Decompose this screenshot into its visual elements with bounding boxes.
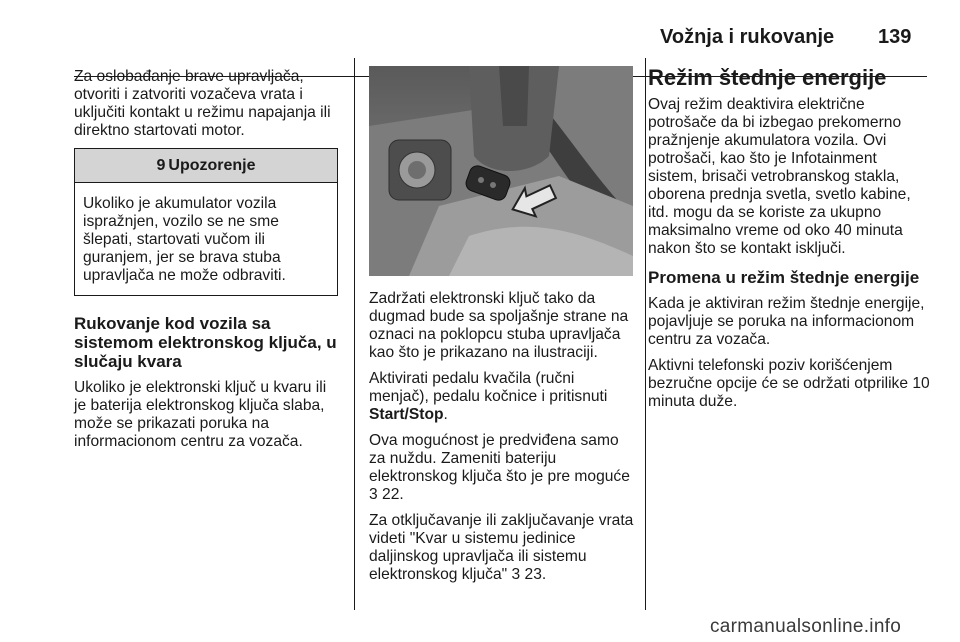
- illustration-svg: [369, 66, 633, 276]
- warning-box: [74, 148, 338, 296]
- column-left: [74, 68, 342, 459]
- warning-text: Ukoliko je akumulator vozila ispražnjen, vozilo se ne sme šlepati, startovati vučom ili guranjem, jer se brava stuba upravljača ne može odbraviti.: [83, 195, 286, 284]
- start-stop-label: Start/Stop: [369, 406, 444, 423]
- activate-pedal-paragraph: [369, 370, 635, 424]
- warning-title: Upozorenje: [168, 156, 256, 174]
- subheading-energy-saving-change: Promena u režim štednje energije: [648, 268, 920, 287]
- watermark: carmanualsonline.info: [710, 616, 902, 637]
- hold-key-paragraph: Zadržati elektronski ključ tako da dugmad bude sa spoljašnje strane na oznaci na poklopcu stuba upravljača kao što je prikazano na ilustraciji.: [369, 290, 629, 361]
- warning-icon: 9: [156, 156, 166, 174]
- emergency-paragraph: [369, 432, 635, 504]
- warning-header: [75, 149, 337, 183]
- phone-call-paragraph: Aktivni telefonski poziv korišćenjem bezručne opcije će se održati otprilike 10 minuta duže.: [648, 357, 930, 410]
- activate-pedal-end: .: [443, 406, 448, 423]
- column-divider-1: [354, 58, 355, 610]
- fault-paragraph: Ukoliko je elektronski ključ u kvaru ili je baterija elektronskog ključa slaba, može se prikazati poruka na informacionom centru za vozača.: [74, 379, 327, 450]
- page-reference-icon: 3: [369, 486, 378, 503]
- column-right: [648, 65, 930, 419]
- intro-paragraph: Za oslobađanje brave upravljača, otvoriti i zatvoriti vozačeva vrata i uključiti kontakt u režimu napajanja ili direktno startovati motor.: [74, 68, 331, 139]
- steering-column-key-illustration: [369, 66, 633, 276]
- unlock-paragraph: [369, 512, 635, 584]
- energy-message-paragraph: Kada je aktiviran režim štednje energije, pojavljuje se poruka na informacionom centru za vozača.: [648, 295, 925, 348]
- column-divider-2: [645, 58, 646, 610]
- emergency-text: Ova mogućnost je predviđena samo za nuždu. Zameniti bateriju elektronskog ključa što je pre moguće: [369, 432, 630, 485]
- page-number: 139: [878, 26, 912, 48]
- column-middle: [369, 68, 635, 592]
- section-heading-electronic-key-fault: Rukovanje kod vozila sa sistemom elektronskog ključa, u slučaju kvara: [74, 314, 337, 371]
- activate-pedal-text: Aktivirati pedalu kvačila (ručni menjač), pedalu kočnice i pritisnuti: [369, 370, 608, 405]
- energy-saving-paragraph: Ovaj režim deaktivira električne potrošače da bi izbegao prekomerno pražnjenje akumulatora vozila. Ovi potrošači, kao što je Infotainment sistem, brisači vetrobranskog stakla, oborena prednja svetla, svetlo kabine, itd. mogu da se koriste za ukupno maksimalno vreme od oko 40 minuta nakon što se kontakt isključi.: [648, 96, 911, 257]
- page-reference-icon: 3: [511, 566, 521, 583]
- page-reference: 22.: [382, 486, 404, 503]
- page-header: [0, 26, 960, 56]
- page-title: Vožnja i rukovanje: [660, 26, 835, 48]
- section-heading-energy-saving: Režim štednje energije: [648, 65, 887, 90]
- page-reference: 23.: [524, 566, 547, 583]
- unlock-text: Za otključavanje ili zaključavanje vrata videti "Kvar u sistemu jedinice daljinskog upravljača ili sistemu elektronskog ključa": [369, 512, 634, 583]
